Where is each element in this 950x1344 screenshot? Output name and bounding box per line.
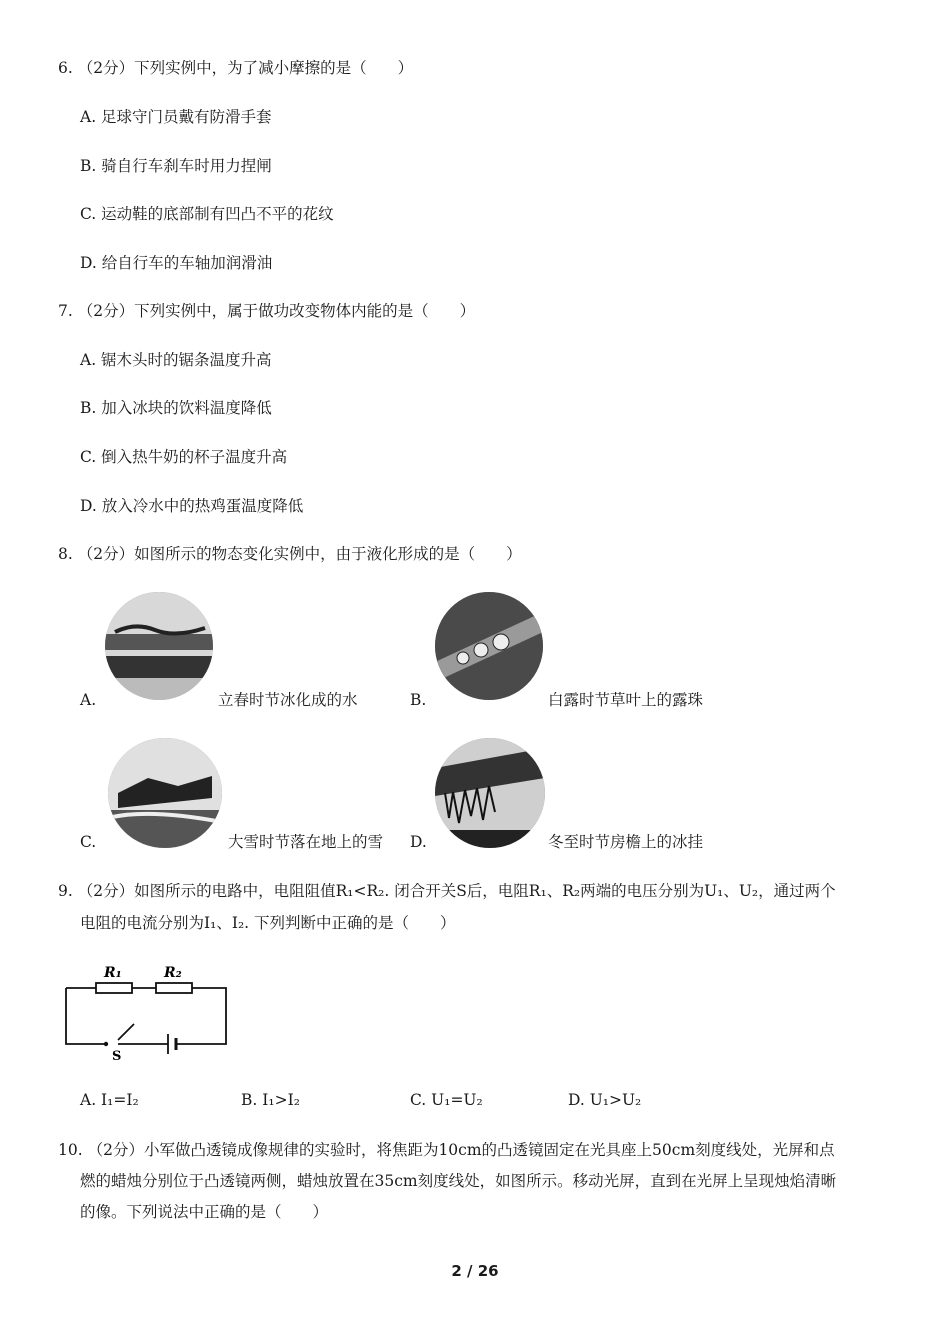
q8-option-a-text: 立春时节冰化成的水 [218, 691, 358, 709]
q9-option-b: B. I₁>I₂ [241, 1091, 300, 1109]
q6-option-d: D. 给自行车的车轴加润滑油 [80, 254, 273, 272]
switch-label: S [112, 1049, 122, 1062]
q6-option-c: C. 运动鞋的底部制有凹凸不平的花纹 [80, 205, 334, 223]
q9-option-c: C. U₁=U₂ [410, 1091, 483, 1109]
q10-line2: 燃的蜡烛分别位于凸透镜两侧，蜡烛放置在35cm刻度线处，如图所示。移动光屏，直到在光屏上呈现烛焰清晰 [80, 1172, 837, 1190]
q6-option-b: B. 骑自行车刹车时用力捏闸 [80, 157, 272, 175]
q6-option-a: A. 足球守门员戴有防滑手套 [80, 108, 272, 126]
q7-option-a: A. 锯木头时的锯条温度升高 [80, 351, 272, 369]
dew-picture [435, 592, 543, 700]
icicle-picture [435, 738, 545, 848]
q8-option-b-text: 白露时节草叶上的露珠 [548, 691, 704, 709]
q10-line3: 的像。下列说法中正确的是（ ） [80, 1203, 329, 1221]
q8-option-c-text: 大雪时节落在地上的雪 [228, 833, 384, 851]
q9-option-d: D. U₁>U₂ [568, 1091, 642, 1109]
snow-picture [108, 738, 222, 848]
q10-line1: 10. （2分）小军做凸透镜成像规律的实验时，将焦距为10cm的凸透镜固定在光具座上50cm刻度线处，光屏和点 [58, 1141, 835, 1159]
q7-option-d: D. 放入冷水中的热鸡蛋温度降低 [80, 497, 304, 515]
q6-stem: 6. （2分）下列实例中，为了减小摩擦的是（ ） [58, 59, 414, 77]
q8-option-b-letter: B. [410, 691, 427, 709]
q9-stem-line1: 9. （2分）如图所示的电路中，电阻阻值R₁<R₂. 闭合开关S后，电阻R₁、R₂两端的电压分别为U₁、U₂，通过两个 [58, 882, 836, 900]
q8-option-a-letter: A. [80, 691, 97, 709]
q7-option-b: B. 加入冰块的饮料温度降低 [80, 399, 272, 417]
q8-option-c-letter: C. [80, 833, 97, 851]
q8-stem: 8. （2分）如图所示的物态变化实例中，由于液化形成的是（ ） [58, 545, 522, 563]
r1-label: R₁ [104, 965, 122, 981]
circuit-diagram [60, 958, 232, 1062]
page-number: 2 / 26 [451, 1262, 499, 1280]
q8-option-d-letter: D. [410, 833, 427, 851]
q8-option-d-text: 冬至时节房檐上的冰挂 [548, 833, 704, 851]
ice-melt-picture [105, 592, 213, 700]
q7-stem: 7. （2分）下列实例中，属于做功改变物体内能的是（ ） [58, 302, 476, 320]
q9-option-a: A. I₁=I₂ [80, 1091, 139, 1109]
q9-stem-line2: 电阻的电流分别为I₁、I₂. 下列判断中正确的是（ ） [80, 914, 456, 932]
r2-label: R₂ [164, 965, 182, 981]
q7-option-c: C. 倒入热牛奶的杯子温度升高 [80, 448, 288, 466]
